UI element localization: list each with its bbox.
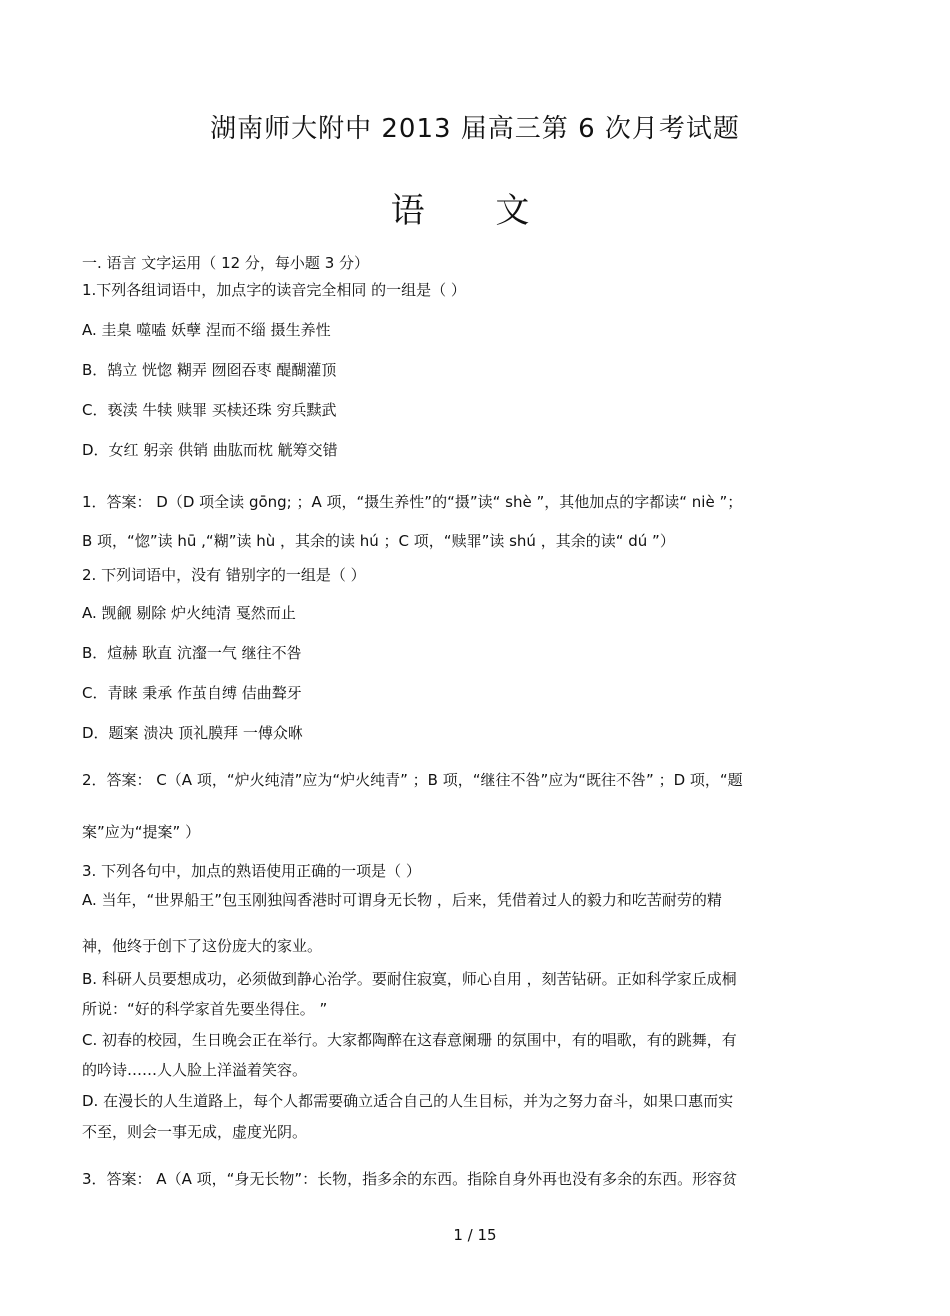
option-3b-line-1: B. 科研人员要想成功，必须做到静心治学。要耐住寂寞，师心自用 ，刻苦钻研。正如科学家丘成桐 [82,970,737,988]
question-3: 3. 下列各句中，加点的熟语使用正确的一项是（ ） [82,862,421,880]
answer-1-line-2: B 项，“惚”读 hū ,“糊”读 hù ，其余的读 hú ；C 项，“赎罪”读 shú ，其余的读“ dú ”） [82,532,675,550]
option-3a-line-2: 神，他终于创下了这份庞大的家业。 [82,937,323,955]
option-3c-line-2: 的吟诗……人人脸上洋溢着笑容。 [82,1061,308,1079]
question-2: 2. 下列词语中，没有 错别字的一组是（ ） [82,566,366,584]
option-1c: C．亵渎 牛犊 赎罪 买椟还珠 穷兵黩武 [82,401,337,419]
option-3d-line-2: 不至，则会一事无成，虚度光阴。 [82,1123,308,1141]
option-3c-line-1: C. 初春的校园，生日晚会正在举行。大家都陶醉在这春意阑珊 的氛围中，有的唱歌，有的跳舞，有 [82,1031,737,1049]
option-1d: D．女红 躬亲 供销 曲肱而枕 觥筹交错 [82,441,338,459]
option-2b: B．煊赫 耿直 沆瀣一气 继往不咎 [82,644,302,662]
option-1a: A. 圭臬 噬嗑 妖孽 涅而不缁 摄生养性 [82,321,331,339]
option-2d: D．题案 溃决 顶礼膜拜 一傅众咻 [82,724,303,742]
question-1: 1.下列各组词语中，加点字的读音完全相同 的一组是（ ） [82,281,466,299]
option-3a-line-1: A. 当年，“世界船王”包玉刚独闯香港时可谓身无长物 ，后来，凭借着过人的毅力和吃苦耐劳的精 [82,891,722,909]
option-2c: C．青睐 秉承 作茧自缚 佶曲聱牙 [82,684,302,702]
option-3d-line-1: D. 在漫长的人生道路上，每个人都需要确立适合自己的人生目标，并为之努力奋斗，如果口惠而实 [82,1092,734,1110]
answer-2-line-1: 2．答案： C（A 项，“炉火纯清”应为“炉火纯青” ；B 项，“继往不咎”应为“既往不咎” ；D 项，“题 [82,771,743,789]
page-number: 1 / 15 [453,1226,497,1244]
exam-title: 湖南师大附中 2013 届高三第 6 次月考试题 [210,114,740,144]
answer-1-line-1: 1．答案： D（D 项全读 gōng; ；A 项，“摄生养性”的“摄”读“ shè ”，其他加点的字都读“ niè ”； [82,493,743,511]
subject-title: 语 文 [390,191,560,231]
option-2a: A. 觊觎 剔除 炉火纯清 戛然而止 [82,604,296,622]
option-1b: B．鹄立 恍惚 糊弄 囫囵吞枣 醍醐灌顶 [82,361,337,379]
section-heading: 一. 语言 文字运用（ 12 分，每小题 3 分） [82,254,370,272]
option-3b-line-2: 所说：“好的科学家首先要坐得住。 ” [82,1000,328,1018]
answer-3-line-1: 3．答案： A（A 项，“身无长物”：长物，指多余的东西。指除自身外再也没有多余的东西。形容贫 [82,1170,738,1188]
answer-2-line-2: 案”应为“提案” ） [82,823,201,841]
